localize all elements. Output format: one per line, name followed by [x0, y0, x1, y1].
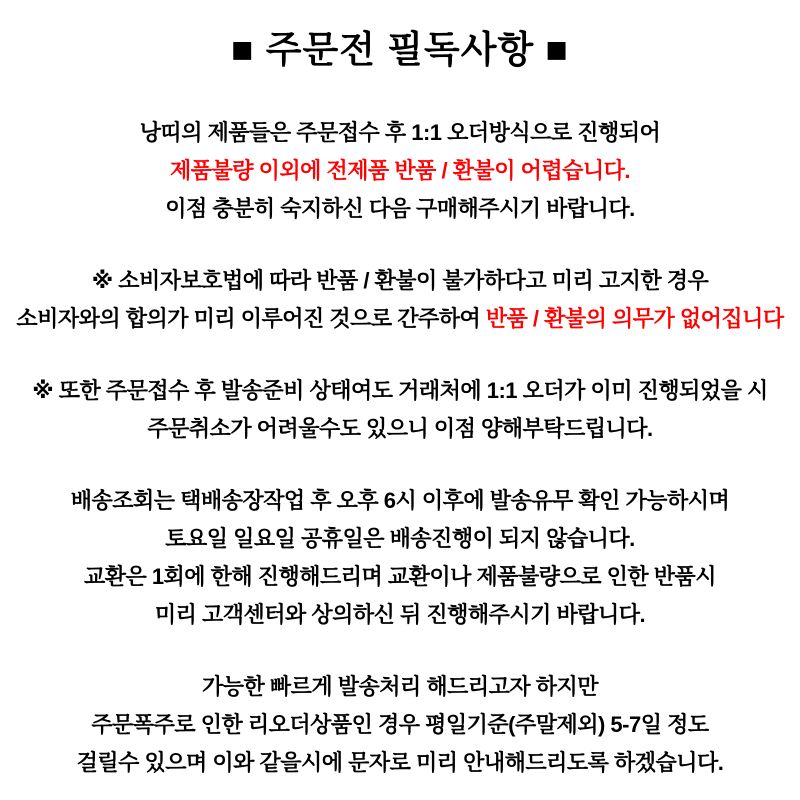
consumer-protection-line2-warning: 반품 / 환불의 의무가 없어집니다: [485, 306, 784, 331]
order-method-line1: 낭띠의 제품들은 주문접수 후 1:1 오더방식으로 진행되어: [139, 120, 661, 145]
section-shipping-exchange: [0, 482, 800, 634]
consumer-protection-line2: [0, 300, 800, 338]
page-title: ■ 주문전 필독사항 ■: [231, 29, 569, 70]
order-method-warning: 제품불량 이외에 전제품 반품 / 환불이 어렵습니다.: [170, 158, 630, 183]
exchange-line4: 미리 고객센터와 상의하신 뒤 진행해주시기 바랍니다.: [154, 602, 646, 627]
exchange-line3: 교환은 1회에 한해 진행해드리며 교환이나 제품불량으로 인한 반품시: [83, 564, 717, 589]
section-consumer-protection: [0, 262, 800, 338]
section-reorder-delay: [0, 668, 800, 782]
section-order-cancellation: [0, 372, 800, 448]
reorder-line1: 가능한 빠르게 발송처리 해드리고자 하지만: [202, 674, 598, 699]
order-method-line3: 이점 충분히 숙지하신 다음 구매해주시기 바랍니다.: [165, 196, 635, 221]
shipping-line1: 배송조회는 택배송장작업 후 오후 6시 이후에 발송유무 확인 가능하시며: [70, 488, 730, 513]
consumer-protection-line2-black: 소비자와의 합의가 미리 이루어진 것으로 간주하여: [16, 306, 486, 331]
shipping-line2: 토요일 일요일 공휴일은 배송진행이 되지 않습니다.: [165, 526, 635, 551]
section-order-method: [0, 114, 800, 228]
reorder-line2: 주문폭주로 인한 리오더상품인 경우 평일기준(주말제외) 5-7일 정도: [91, 712, 709, 737]
order-cancellation-line2: 주문취소가 어려울수도 있으니 이점 양해부탁드립니다.: [147, 416, 653, 441]
reorder-line3: 걸릴수 있으며 이와 같을시에 문자로 미리 안내해드리도록 하겠습니다.: [76, 750, 724, 775]
order-cancellation-line1: ※ 또한 주문접수 후 발송준비 상태여도 거래처에 1:1 오더가 이미 진행되었을 시: [32, 378, 768, 403]
consumer-protection-line1: ※ 소비자보호법에 따라 반품 / 환불이 불가하다고 미리 고지한 경우: [91, 268, 709, 293]
